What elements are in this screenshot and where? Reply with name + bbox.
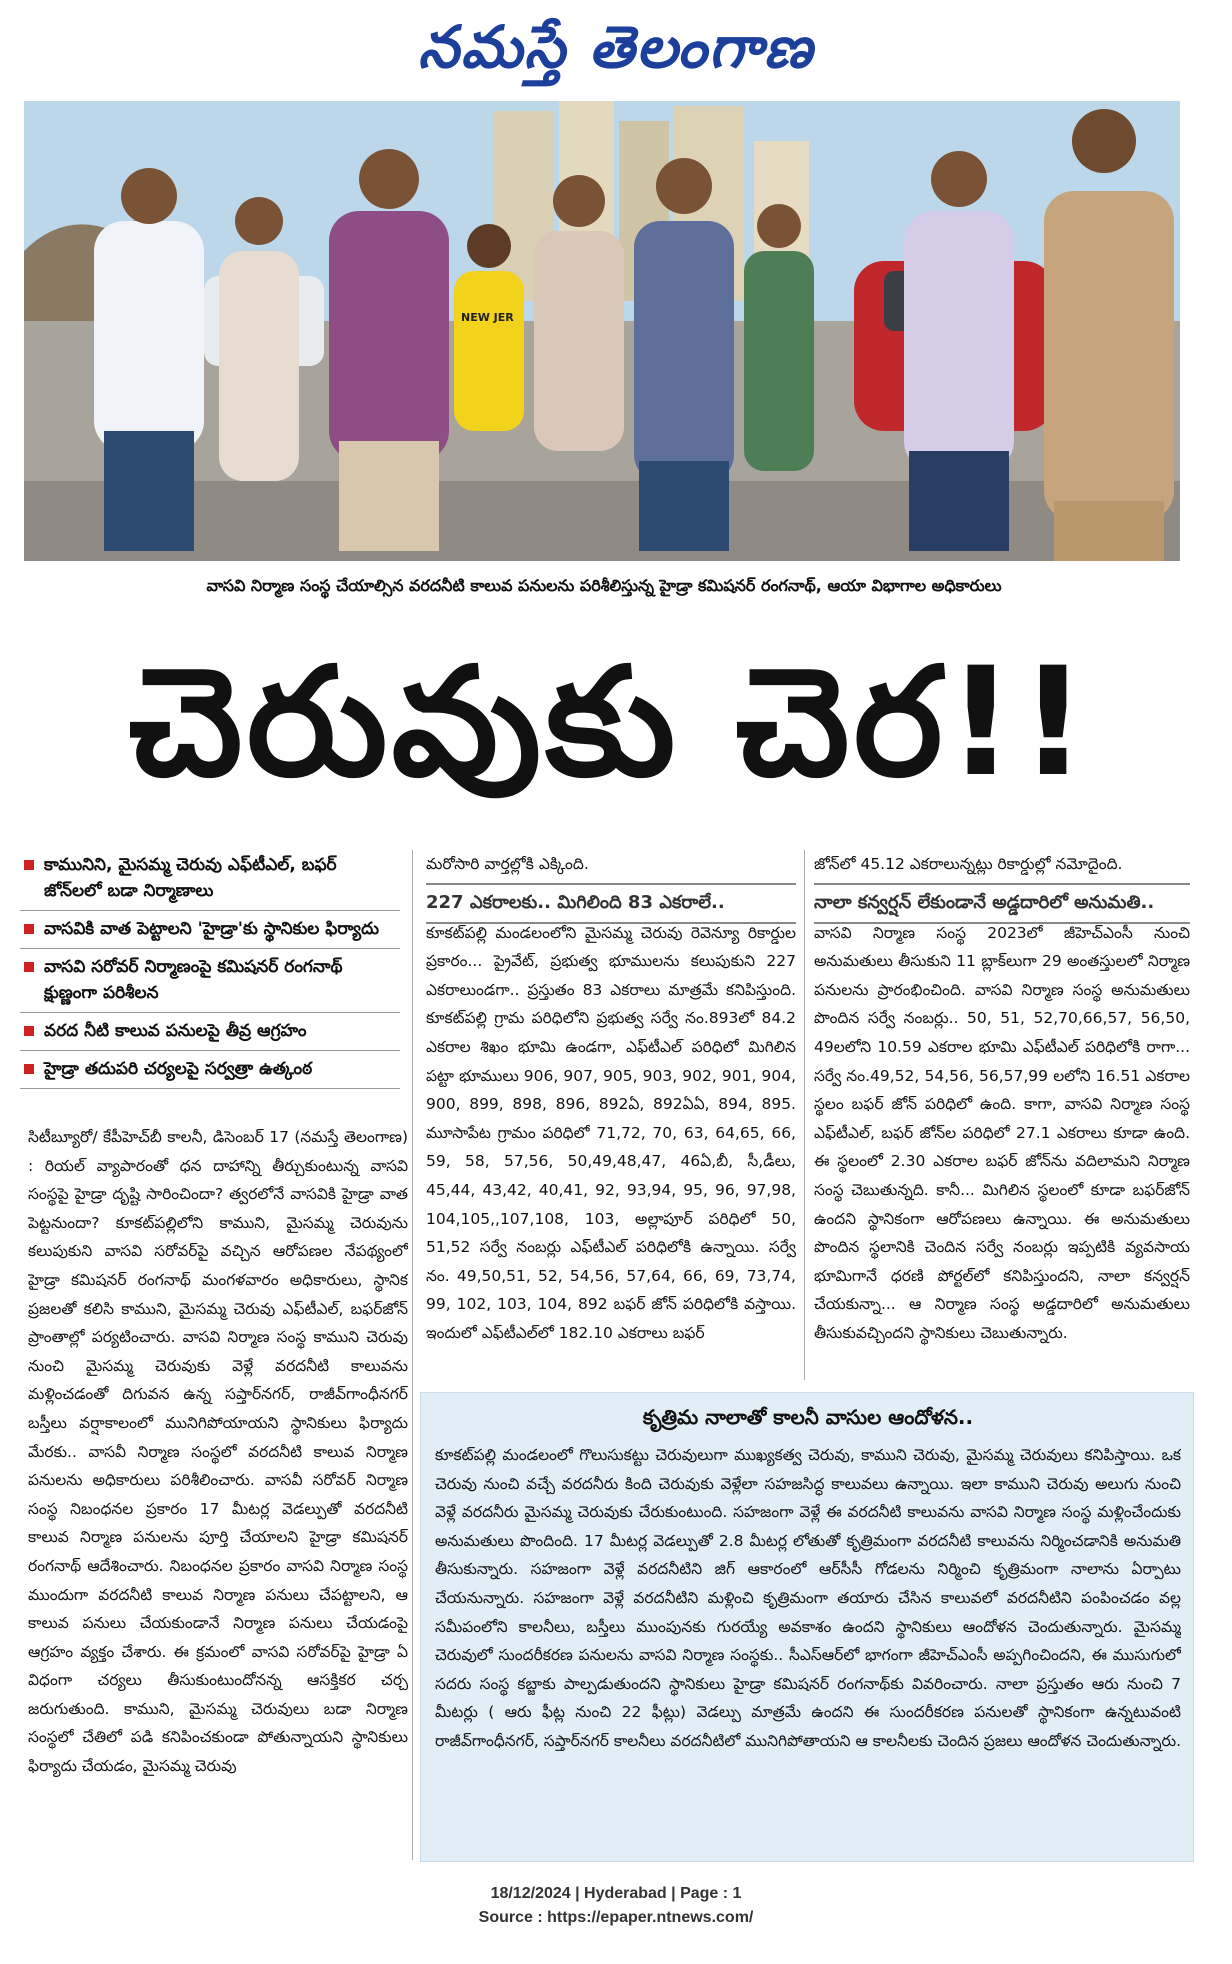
bullet-text: హైడ్రా తదుపరి చర్యలపై సర్వత్రా ఉత్కంఠ: [44, 1059, 313, 1079]
column-3-body: వాసవి నిర్మాణ సంస్థ 2023లో జీహెచ్‌ఎంసీ నుంచి అనుమతులు తీసుకుని 11 బ్లాక్‌లుగా 29 అంతస్తులలో నిర్మాణ పనులను ప్రారంభించింది. వాసవి నిర్మాణ సంస్థ అనుమతులు పొందిన సర్వే నంబర్లు.. 50, 51, 52,70,66,57, 56,50, 49లలోని 10.59 ఎకరాల భూమి ఎఫ్‌టీఎల్ పరిధిలోకి రాగా... సర్వే నం.49,52, 54,56, 56,57,99 లలోని 16.51 ఎకరాల స్థలం బఫర్ జోన్ పరిధిలో ఉంది. కాగా, వాసవి నిర్మాణ సంస్థ ఎఫ్‌టీఎల్, బఫర్ జోన్‌ల పరిధిలో 27.1 ఎకరాలు కూడా ఉంది. ఈ స్థలంలో 2.30 ఎకరాల బఫర్ జోన్‌ను వదిలామని నిర్మాణ సంస్థ చెబుతున్నది. కానీ... మిగిలిన స్థలంలో కూడా బఫర్‌జోన్ ఉందని స్థానికంగా ఆరోపణలు ఉన్నాయి. ఈ అనుమతులు పొందిన స్థలానికి చెందిన సర్వే నంబర్లు ఇప్పటికి వ్యవసాయ భూమిగానే ధరణి పోర్టల్‌లో కనిపిస్తుందని, నాలా కన్వర్షన్ చేయకున్నా... ఆ నిర్మాణ సంస్థ అడ్డదారిలో అనుమతులు తీసుకువచ్చిందని స్థానికులు చెబుతున్నారు.: [814, 923, 1190, 1342]
photo-caption: వాసవి నిర్మాణ సంస్థ చేయాల్సిన వరదనీటి కాలువ పనులను పరిశీలిస్తున్న హైడ్రా కమిషనర్ రంగనాథ్, ఆయా విభాగాల అధికారులు: [206, 576, 1002, 595]
bullet-item: [20, 1013, 400, 1051]
bullet-text: వరద నీటి కాలువ పనులపై తీవ్ర ఆగ్రహం: [44, 1021, 307, 1041]
sidebar-box: [420, 1392, 1194, 1862]
bullet-text: వాసవి సరోవర్ నిర్మాణంపై కమిషనర్ రంగనాథ్ క్షుణ్ణంగా పరిశీలన: [44, 957, 343, 1003]
newspaper-title: నమస్తే తెలంగాణ: [418, 13, 814, 81]
column-2-lead: మరోసారి వార్తల్లోకి ఎక్కింది.: [426, 855, 589, 873]
divider: [426, 883, 796, 885]
column-rule: [412, 850, 413, 1860]
bullet-text: వాసవికి వాత పెట్టాలని 'హైడ్రా'కు స్థానికుల ఫిర్యాదు: [44, 919, 379, 939]
box-body: కూకట్‌పల్లి మండలంలో గొలుసుకట్టు చెరువులుగా ముఖ్యకత్వ చెరువు, కాముని చెరువు, మైసమ్మ చెరువులు కనిపిస్తాయి. ఒక చెరువు నుంచి వచ్చే వరదనీరు కింది చెరువుకు వెళ్లేలా సహజసిద్ధ కాలువలు ఉన్నాయి. ఇలా కాముని చెరువు అలుగు నుంచి వెళ్లే వరదనీరు మైసమ్మ చెరువుకు చేరుకుంటుంది. సహజంగా వెళ్లే ఈ వరదనీటి కాలువను వాసవి నిర్మాణ సంస్థ మళ్లించేందుకు అనుమతులు పొందింది. 17 మీటర్ల వెడల్పుతో 2.8 మీటర్ల లోతుతో కృత్రిమంగా వరదనీటి కాలువను నిర్మించడానికి అనుమతి తీసుకున్నారు. సహజంగా వెళ్లే వరదనీటిని జిగ్ ఆకారంలో ఆర్‌సీసీ గోడలను నిర్మించి కృత్రిమంగా నాలాను ఏర్పాటు చేయనున్నారు. సహజంగా వెళ్లే వరదనీటిని మళ్లించి కృత్రిమంగా తయారు చేసిన కాలువలో వరదనీటిని పంపించడం వల్ల సమీపంలోని కాలనీలు, బస్తీలు ముంపునకు గురయ్యే అవకాశం ఉందని స్థానికులు ఆందోళన చెందుతున్నారు. మైసమ్మ చెరువులో సుందరీకరణ పనులను వాసవి నిర్మాణ సంస్థకు.. సీఎస్‌ఆర్‌లో భాగంగా జీహెచ్‌ఎంసీ అప్పగించిందని, ఈ ముసుగులో సదరు సంస్థ కబ్జాకు పాల్పడుతుందని స్థానికులు హైడ్రా కమిషనర్ రంగనాథ్‌కు వివరించారు. నాలా ప్రస్తుతం ఆరు నుంచి 7 మీటర్లు ( ఆరు ఫీట్ల నుంచి 22 ఫీట్లు) వెడల్పు మాత్రమే ఉందని ఈ సుందరీకరణ పనులతో స్థానికంగా ఉన్నటువంటి రాజీవ్‌గాంధీనగర్, సప్తార్‌నగర్ కాలనీలు వరదనీటిలో మునిగిపోతాయని ఆ కాలనీలకు చెందిన ప్రజలు ఆందోళన చెందుతున్నారు.: [435, 1446, 1181, 1750]
column-3-lead: జోన్‌లో 45.12 ఎకరాలున్నట్లు రికార్డుల్లో నమోదైంది.: [814, 855, 1123, 873]
page-footer: [0, 1882, 1232, 1930]
article-column-3: [814, 850, 1190, 1375]
highlight-bullets: [20, 847, 400, 1089]
subheading-nala-conversion: నాలా కన్వర్షన్ లేకుండానే అడ్డదారిలో అనుమతి..: [814, 892, 1155, 913]
bullet-marker-icon: [24, 860, 34, 870]
article-column-2: [426, 850, 796, 1370]
headline: చెరువుకు చెర!!: [128, 636, 1092, 810]
bullet-marker-icon: [24, 1064, 34, 1074]
news-photo: [24, 101, 1180, 561]
column-2-body: కూకట్‌పల్లి మండలంలోని మైసమ్మ చెరువు రెవెన్యూ రికార్డుల ప్రకారం... ప్రైవేట్, ప్రభుత్వ భూములను కలుపుకుని 227 ఎకరాలుండగా.. ప్రస్తుతం 83 ఎకరాలు మాత్రమే కనిపిస్తుంది. కూకట్‌పల్లి గ్రామ పరిధిలోని ప్రభుత్వ సర్వే నం.893లో 84.2 ఎకరాల శిఖం భూమి ఉండగా, ఎఫ్‌టీఎల్ పరిధిలో మిగిలిన పట్టా భూములు 906, 907, 905, 903, 902, 901, 904, 900, 899, 898, 896, 892ఏ, 892ఏఏ, 894, 895. మూసాపేట గ్రామం పరిధిలో 71,72, 70, 63, 64,65, 66, 59, 58, 57,56, 50,49,48,47, 46ఏ,బీ, సీ,డీలు, 45,44, 43,42, 40,41, 92, 93,94, 95, 96, 97,98, 104,105,,107,108, 103, అల్లాపూర్ పరిధిలో 50, 51,52 సర్వే నంబర్లు ఎఫ్‌టీఎల్ పరిధిలోకి ఉన్నాయి. సర్వే నం. 49,50,51, 52, 54,56, 57,64, 66, 69, 73,74, 99, 102, 103, 104, 892 బఫర్ జోన్ పరిధిలోకి వస్తాయి. ఇందులో ఎఫ్‌టీఎల్‌లో 182.10 ఎకరాలు బఫర్: [426, 923, 796, 1342]
masthead: [0, 0, 1232, 95]
bullet-item: [20, 911, 400, 949]
divider: [814, 922, 1190, 924]
divider: [814, 883, 1190, 885]
article-column-1: సిటీబ్యూరో/ కేపీహెచ్‌బీ కాలనీ, డిసెంబర్ 17 (నమస్తే తెలంగాణ) : రియల్ వ్యాపారంతో ధన దాహాన్ని తీర్చుకుంటున్న వాసవి సంస్థపై హైడ్రా దృష్టి సారించిందా? త్వరలోనే వాసవికి హైడ్రా వాత పెట్టనుందా? కూకట్‌పల్లిలోని కాముని, మైసమ్మ చెరువును కలుపుకుని వాసవి సరోవర్‌పై వచ్చిన ఆరోపణల నేపథ్యంలో హైడ్రా కమిషనర్ రంగనాథ్ మంగళవారం అధికారులు, స్థానిక ప్రజలతో కలిసి కాముని, మైసమ్మ చెరువు ఎఫ్‌టీఎల్, బఫర్‌జోన్ ప్రాంతాల్లో పర్యటించారు. వాసవి నిర్మాణ సంస్థ కాముని చెరువు నుంచి మైసమ్మ చెరువుకు వెళ్లే వరదనీటి కాలువను మళ్లించడంతో దిగువన ఉన్న సప్తార్‌నగర్, రాజీవ్‌గాంధీనగర్ బస్తీలు వర్షాకాలంలో మునిగిపోయాయని స్థానికులు ఫిర్యాదు మేరకు.. వాసవీ నిర్మాణ సంస్థలో వరదనీటి కాలువ నిర్మాణ పనులను అధికారులు పరిశీలించారు. వాసవీ సరోవర్ నిర్మాణ సంస్థ నిబంధనల ప్రకారం 17 మీటర్ల వెడల్పుతో వరదనీటి కాలువ నిర్మాణ పనులను పూర్తి చేయాలని హైడ్రా కమిషనర్ రంగనాథ్ ఆదేశించారు. నిబంధనల ప్రకారం వాసవి నిర్మాణ సంస్థ ముందుగా వరదనీటి కాలువ నిర్మాణ పనులు చేపట్టాలని, ఆ కాలువ పనులు చేయకుండానే నిర్మాణ పనులు చేయడంపై ఆగ్రహం వ్యక్తం చేశారు. ఈ క్రమంలో వాసవి సరోవర్‌పై హైడ్రా ఏ విధంగా చర్యలు తీసుకుంటుందోనన్న ఆసక్తికర చర్చ జరుగుతుంది. కాముని, మైసమ్మ చెరువులు బడా నిర్మాణ సంస్థలో చేతిలో పడి కనిపించకుండా పోతున్నాయని స్థానికులు ఫిర్యాదు చేయడం, మైసమ్మ చెరువు: [28, 1128, 408, 1776]
column-rule: [804, 850, 805, 1380]
footer-source[interactable]: Source : https://epaper.ntnews.com/: [478, 1909, 754, 1926]
bullet-marker-icon: [24, 962, 34, 972]
bullet-marker-icon: [24, 924, 34, 934]
bullet-marker-icon: [24, 1026, 34, 1036]
bullet-item: [20, 949, 400, 1013]
bullet-item: [20, 1051, 400, 1089]
divider: [426, 922, 796, 924]
photo-illustration: [24, 101, 1180, 561]
bullet-text: కామునిని, మైసమ్మ చెరువు ఎఫ్‌టీఎల్, బఫర్ జోన్‌లలో బడా నిర్మాణాలు: [44, 855, 337, 901]
shirt-text: NEW JER: [461, 311, 514, 324]
subheading-acres: 227 ఎకరాలకు.. మిగిలింది 83 ఎకరాలే..: [426, 892, 725, 913]
box-title: కృత్రిమ నాలాతో కాలనీ వాసుల ఆందోళన..: [642, 1405, 974, 1429]
footer-date-edition: 18/12/2024 | Hyderabad | Page : 1: [490, 1885, 742, 1902]
bullet-item: [20, 847, 400, 911]
